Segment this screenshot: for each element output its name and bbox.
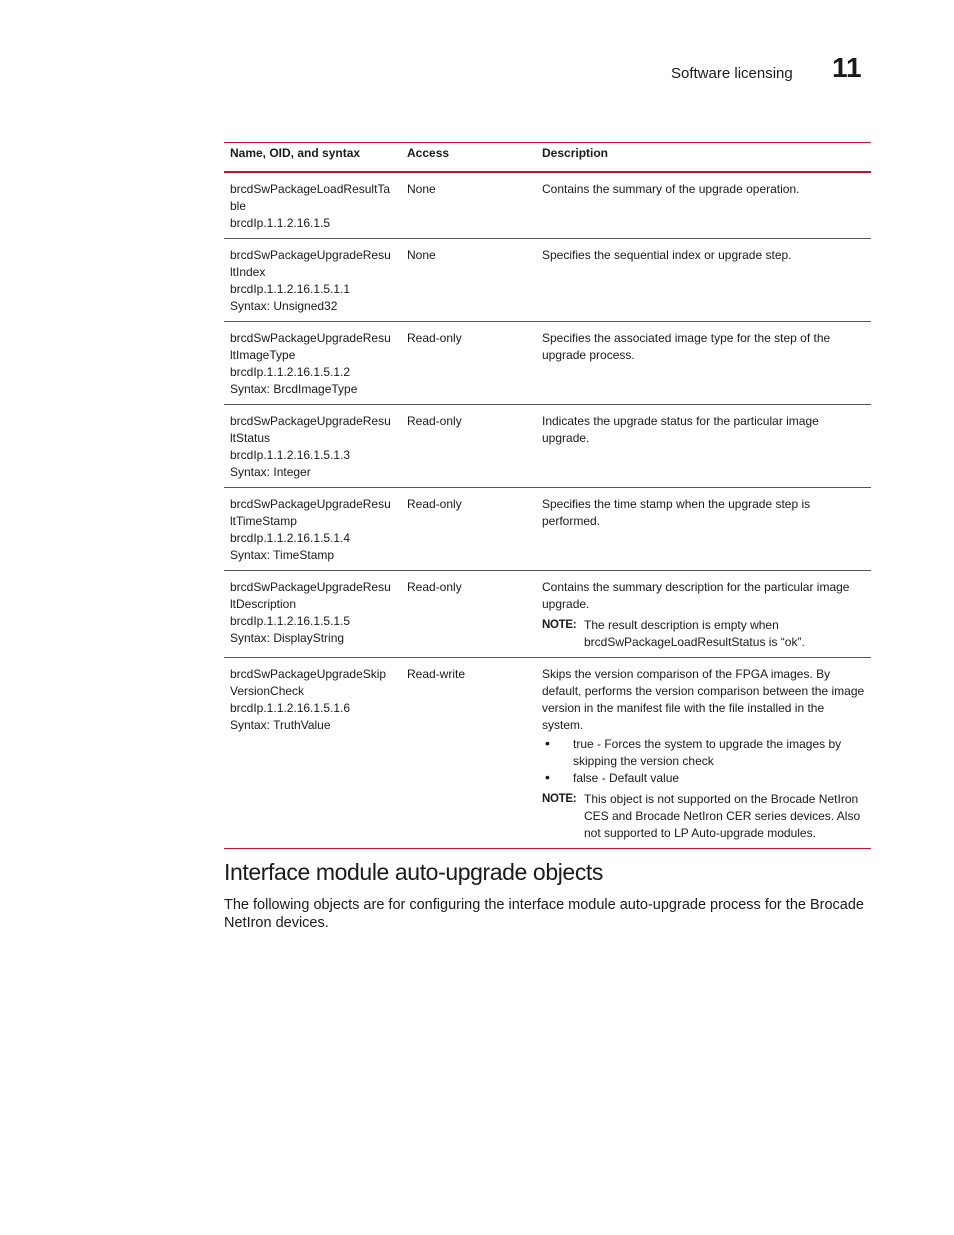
description-cell <box>536 658 871 849</box>
bullet-text: false - Default value <box>573 771 680 785</box>
chapter-number: 11 <box>832 52 862 83</box>
oid-line: brcdIp.1.1.2.16.1.5.1.1 <box>230 282 351 296</box>
note-block <box>542 791 865 842</box>
oid-line: brcdIp.1.1.2.16.1.5.1.3 <box>230 448 351 462</box>
name-line: brcdSwPackageUpgradeResu <box>230 331 391 345</box>
note-label: NOTE: <box>542 793 577 805</box>
syntax-line: Syntax: TruthValue <box>230 718 331 732</box>
column-header-name: Name, OID, and syntax <box>224 143 401 173</box>
note-label: NOTE: <box>542 619 577 631</box>
name-cell <box>224 172 401 239</box>
syntax-line: Syntax: DisplayString <box>230 631 345 645</box>
syntax-line: Syntax: Unsigned32 <box>230 299 338 313</box>
oid-line: brcdIp.1.1.2.16.1.5.1.6 <box>230 701 351 715</box>
name-cell <box>224 488 401 571</box>
syntax-line: Syntax: TimeStamp <box>230 548 335 562</box>
access-cell: None <box>401 239 536 322</box>
description-text: Specifies the sequential index or upgrade step. <box>542 248 792 262</box>
description-text: Specifies the time stamp when the upgrade step is performed. <box>542 497 811 528</box>
table-row <box>224 658 871 849</box>
name-cell <box>224 322 401 405</box>
name-cell <box>224 571 401 658</box>
table-header-row <box>224 143 871 173</box>
description-text: Skips the version comparison of the FPGA images. By default, performs the version comparison between the image version in the manifest file with the file installed in the system. <box>542 667 865 732</box>
running-header-section: Software licensing <box>671 65 793 82</box>
table-row <box>224 488 871 571</box>
name-line: brcdSwPackageUpgradeResu <box>230 497 391 511</box>
bullet-item <box>542 770 865 787</box>
table-row <box>224 322 871 405</box>
oid-line: brcdIp.1.1.2.16.1.5 <box>230 216 331 230</box>
table-row <box>224 405 871 488</box>
access-cell: Read-only <box>401 322 536 405</box>
description-text: Indicates the upgrade status for the particular image upgrade. <box>542 414 819 445</box>
note-text: This object is not supported on the Brocade NetIron CES and Brocade NetIron CER series devices. Also not supported to LP Auto-upgrade modules. <box>584 792 861 840</box>
name-line: ltImageType <box>230 348 296 362</box>
description-cell <box>536 172 871 239</box>
name-line: ltTimeStamp <box>230 514 297 528</box>
bullet-icon: • <box>545 769 550 785</box>
access-cell: Read-only <box>401 405 536 488</box>
name-line: ble <box>230 199 247 213</box>
syntax-line: Syntax: BrcdImageType <box>230 382 358 396</box>
syntax-line: Syntax: Integer <box>230 465 311 479</box>
note-block <box>542 617 865 651</box>
name-line: brcdSwPackageUpgradeResu <box>230 248 391 262</box>
column-header-description: Description <box>536 143 871 173</box>
bullet-list <box>542 736 865 787</box>
column-header-access: Access <box>401 143 536 173</box>
description-cell <box>536 239 871 322</box>
oid-line: brcdIp.1.1.2.16.1.5.1.4 <box>230 531 351 545</box>
name-line: VersionCheck <box>230 684 305 698</box>
description-text: Contains the summary description for the particular image upgrade. <box>542 580 850 611</box>
description-cell <box>536 322 871 405</box>
bullet-icon: • <box>545 735 550 751</box>
section-paragraph: The following objects are for configuring the interface module auto-upgrade process for the Brocade NetIron devices. <box>224 896 864 931</box>
name-cell <box>224 405 401 488</box>
table-row <box>224 571 871 658</box>
access-cell: Read-only <box>401 488 536 571</box>
description-text: Contains the summary of the upgrade operation. <box>542 182 800 196</box>
description-text: Specifies the associated image type for the step of the upgrade process. <box>542 331 831 362</box>
name-line: brcdSwPackageUpgradeResu <box>230 414 391 428</box>
section-heading: Interface module auto-upgrade objects <box>224 859 604 886</box>
note-text: The result description is empty when brcdSwPackageLoadResultStatus is “ok”. <box>584 618 805 649</box>
name-line: ltDescription <box>230 597 297 611</box>
name-line: brcdSwPackageUpgradeSkip <box>230 667 387 681</box>
name-cell <box>224 658 401 849</box>
access-cell: Read-write <box>401 658 536 849</box>
mib-objects-table <box>224 142 871 849</box>
description-cell <box>536 405 871 488</box>
name-line: ltStatus <box>230 431 271 445</box>
access-cell: None <box>401 172 536 239</box>
description-cell <box>536 571 871 658</box>
table-row <box>224 239 871 322</box>
bullet-text: true - Forces the system to upgrade the images by skipping the version check <box>573 737 842 768</box>
access-cell: Read-only <box>401 571 536 658</box>
description-cell <box>536 488 871 571</box>
table-row <box>224 172 871 239</box>
oid-line: brcdIp.1.1.2.16.1.5.1.5 <box>230 614 351 628</box>
oid-line: brcdIp.1.1.2.16.1.5.1.2 <box>230 365 351 379</box>
name-line: brcdSwPackageLoadResultTa <box>230 182 391 196</box>
name-line: brcdSwPackageUpgradeResu <box>230 580 391 594</box>
bullet-item <box>542 736 865 770</box>
name-cell <box>224 239 401 322</box>
name-line: ltIndex <box>230 265 266 279</box>
